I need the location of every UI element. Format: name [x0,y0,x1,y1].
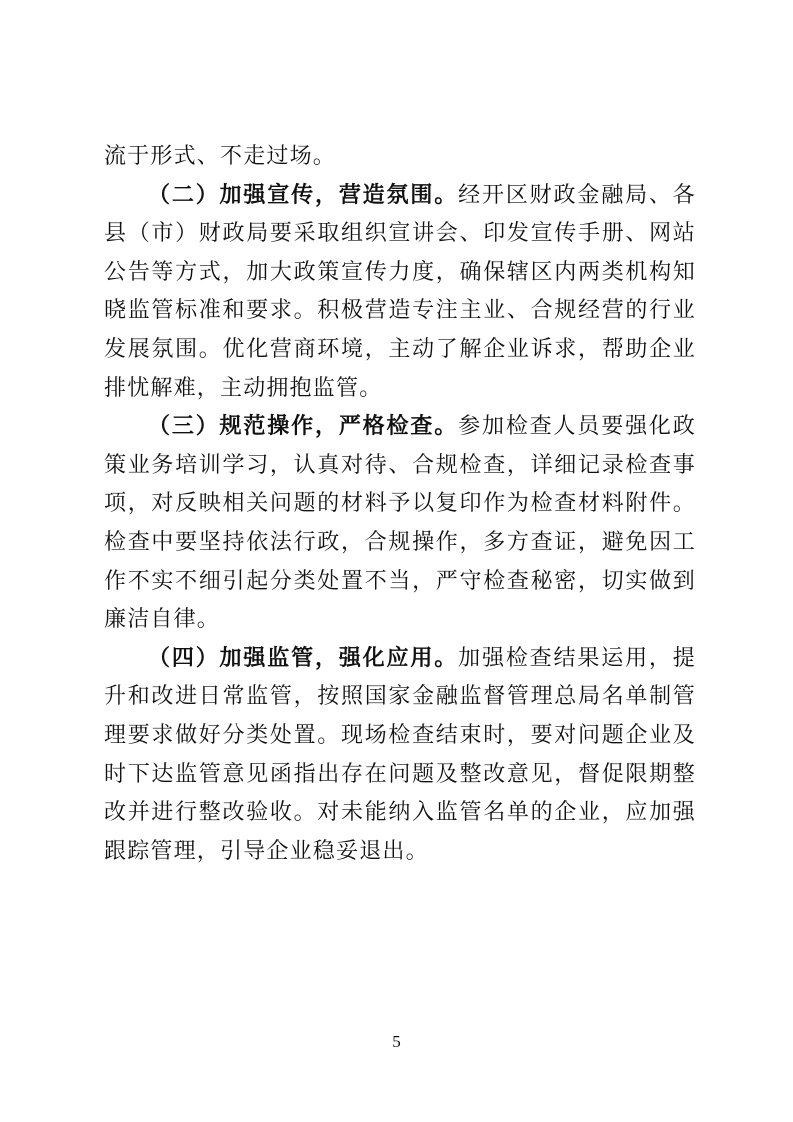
paragraph-continuation [104,138,696,177]
paragraph-text: 加强检查结果运用，提升和改进日常监管，按照国家金融监督管理总局名单制管理要求做好分类处置。现场检查结束时，要对问题企业及时下达监管意见函指出存在问题及整改意见，督促限期整改并进行整改验收。对未能纳入监管名单的企业，应加强跟踪管理，引导企业稳妥退出。 [104,645,696,864]
paragraph-section-3 [104,408,696,640]
paragraph-text: 参加检查人员要强化政策业务培训学习，认真对待、合规检查，详细记录检查事项，对反映相关问题的材料予以复印作为检查材料附件。检查中要坚持依法行政，合规操作，多方查证，避免因工作不实不细引起分类处置不当，严守检查秘密，切实做到廉洁自律。 [104,414,696,633]
paragraph-section-2 [104,177,696,409]
paragraph-text: 经开区财政金融局、各县（市）财政局要采取组织宣讲会、印发宣传手册、网站公告等方式，加大政策宣传力度，确保辖区内两类机构知晓监管标准和要求。积极营造专注主业、合规经营的行业发展氛围。优化营商环境，主动了解企业诉求，帮助企业排忧解难，主动拥抱监管。 [104,182,696,401]
section-heading: （四）加强监管，强化应用。 [148,645,459,671]
document-body [104,138,696,871]
paragraph-section-4 [104,640,696,872]
page-number: 5 [392,1032,401,1051]
section-heading: （三）规范操作，严格检查。 [148,414,459,440]
paragraph-text: 流于形式、不走过场。 [104,144,337,169]
section-heading: （二）加强宣传，营造氛围。 [148,182,459,208]
